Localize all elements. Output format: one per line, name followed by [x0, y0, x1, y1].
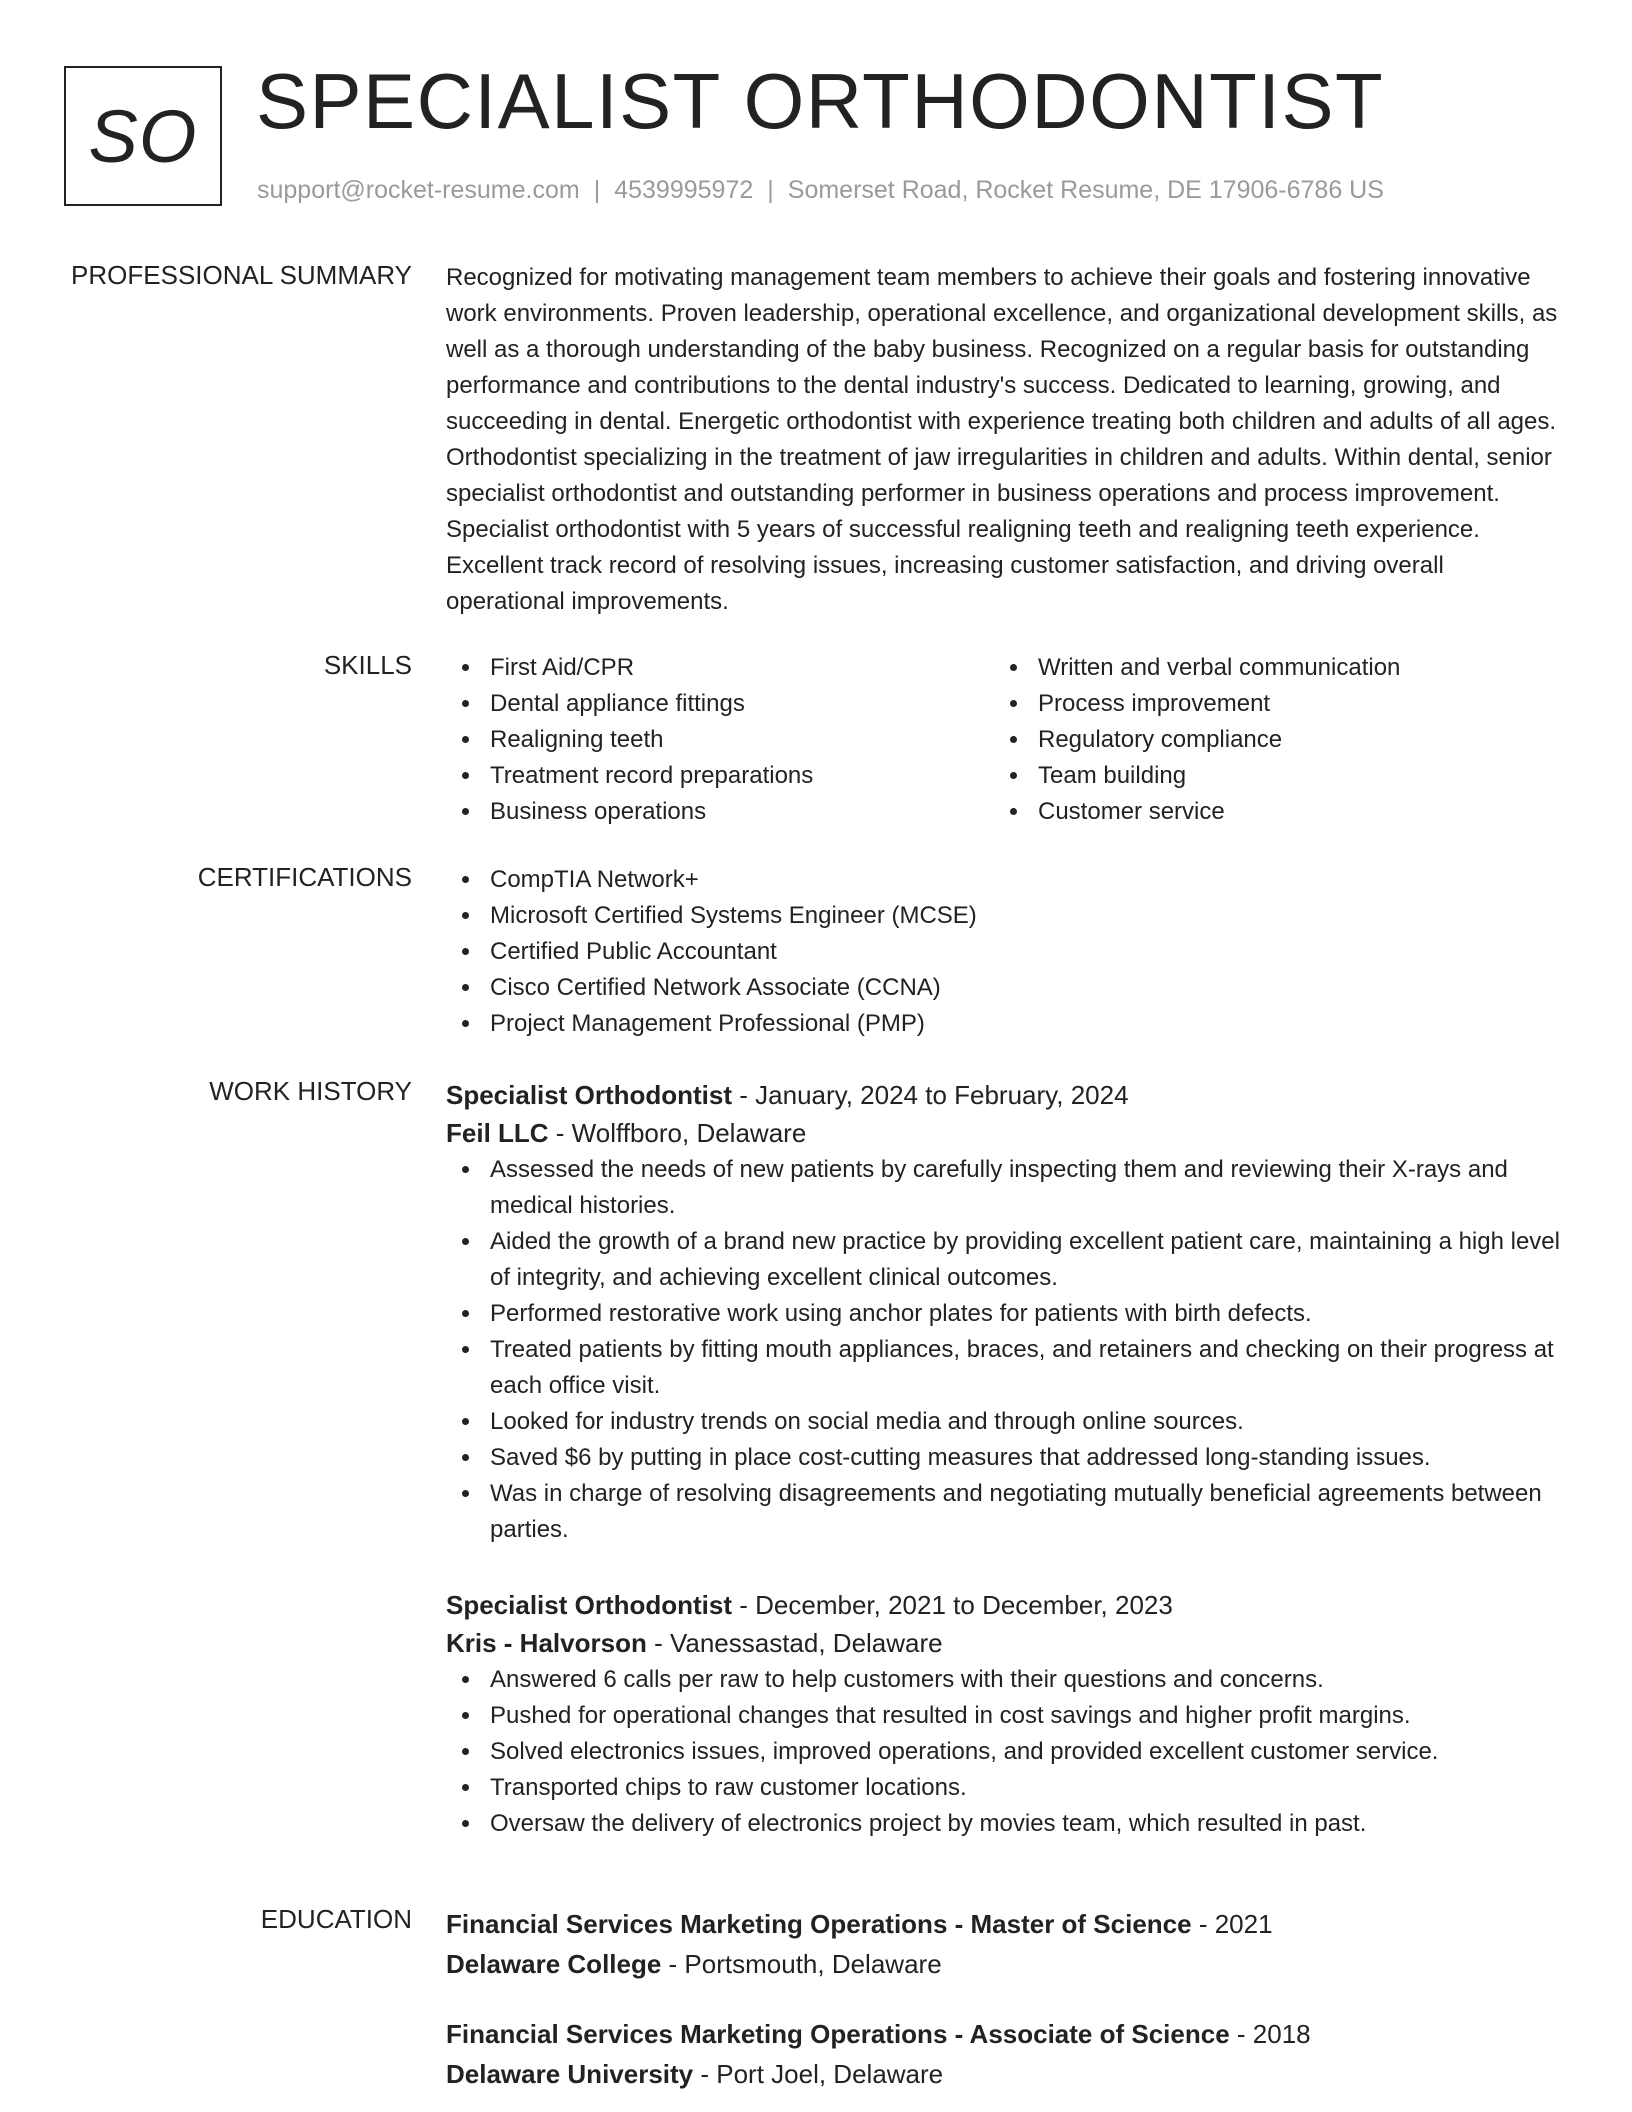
- education-entry: [446, 2014, 1566, 2094]
- contact-email[interactable]: support@rocket-resume.com: [257, 176, 580, 204]
- job-title: Specialist Orthodontist: [446, 1080, 733, 1110]
- job-company-line: [446, 1114, 1566, 1152]
- contact-address: Somerset Road, Rocket Resume, DE 17906-6786 US: [787, 176, 1384, 204]
- job-duty: Answered 6 calls per raw to help customers with their questions and concerns.: [446, 1662, 1566, 1698]
- education-school-line: [446, 2054, 1566, 2094]
- job-duty: Transported chips to raw customer locations.: [446, 1770, 1566, 1806]
- certification-item: Certified Public Accountant: [446, 934, 1566, 970]
- education-degree: Financial Services Marketing Operations - Associate of Science: [446, 2019, 1230, 2049]
- job-duty: Aided the growth of a brand new practice by providing excellent patient care, maintaining a high level of integrity, and achieving excellent clinical outcomes.: [446, 1224, 1566, 1296]
- certifications-list: [446, 862, 1566, 1042]
- section-label-certifications: CERTIFICATIONS: [197, 862, 412, 892]
- skill-item: Customer service: [994, 794, 1542, 830]
- job-entry: [446, 1076, 1566, 1548]
- summary-text: Recognized for motivating management team members to achieve their goals and fostering innovative work environments. Proven leadership, operational excellence, and organizational development skills, as well as a thorough understanding of the baby business. Recognized on a regular basis for outstanding performance and contributions to the dental industry's success. Dedicated to learning, growing, and succeeding in dental. Energetic orthodontist with experience treating both children and adults of all ages. Orthodontist specializing in the treatment of jaw irregularities in children and adults. Within dental, senior specialist orthodontist and outstanding performer in business operations and process improvement. Specialist orthodontist with 5 years of successful realigning teeth and realigning teeth experience. Excellent track record of resolving issues, increasing customer satisfaction, and driving overall operational improvements.: [446, 264, 1558, 615]
- candidate-name: SPECIALIST ORTHODONTIST: [256, 57, 1385, 145]
- skills-list-right: [994, 650, 1542, 830]
- education-school: Delaware University: [446, 2059, 694, 2089]
- education-location: - Port Joel, Delaware: [700, 2059, 944, 2089]
- job-duty: Was in charge of resolving disagreements and negotiating mutually beneficial agreements between parties.: [446, 1476, 1566, 1548]
- certification-item: CompTIA Network+: [446, 862, 1566, 898]
- education-school: Delaware College: [446, 1949, 662, 1979]
- job-duty: Assessed the needs of new patients by carefully inspecting them and reviewing their X-rays and medical histories.: [446, 1152, 1566, 1224]
- skills-list-left: [446, 650, 994, 830]
- education-entry: [446, 1904, 1566, 1984]
- skill-item: First Aid/CPR: [446, 650, 994, 686]
- job-title-line: [446, 1586, 1566, 1624]
- education-year: - 2021: [1198, 1909, 1273, 1939]
- section-label-education: EDUCATION: [260, 1904, 412, 1934]
- job-duty: Treated patients by fitting mouth appliances, braces, and retainers and checking on their progress at each office visit.: [446, 1332, 1566, 1404]
- contact-separator: |: [593, 176, 601, 204]
- education-location: - Portsmouth, Delaware: [668, 1949, 942, 1979]
- skill-item: Written and verbal communication: [994, 650, 1542, 686]
- job-duty: Looked for industry trends on social media and through online sources.: [446, 1404, 1566, 1440]
- job-title-line: [446, 1076, 1566, 1114]
- job-duty: Saved $6 by putting in place cost-cutting measures that addressed long-standing issues.: [446, 1440, 1566, 1476]
- job-duty: Performed restorative work using anchor plates for patients with birth defects.: [446, 1296, 1566, 1332]
- job-duty: Solved electronics issues, improved operations, and provided excellent customer service.: [446, 1734, 1566, 1770]
- section-label-work: WORK HISTORY: [209, 1076, 412, 1106]
- job-duty: Oversaw the delivery of electronics project by movies team, which resulted in past.: [446, 1806, 1566, 1842]
- job-dates: - December, 2021 to December, 2023: [739, 1590, 1173, 1620]
- education-degree-line: [446, 1904, 1566, 1944]
- education-school-line: [446, 1944, 1566, 1984]
- section-label-skills: SKILLS: [323, 650, 412, 680]
- job-duties-list: [446, 1662, 1566, 1842]
- job-duties-list: [446, 1152, 1566, 1548]
- section-label-summary: PROFESSIONAL SUMMARY: [71, 260, 412, 290]
- education-degree: Financial Services Marketing Operations - Master of Science: [446, 1909, 1192, 1939]
- education-year: - 2018: [1236, 2019, 1311, 2049]
- skill-item: Regulatory compliance: [994, 722, 1542, 758]
- contact-separator: |: [767, 176, 774, 204]
- skill-item: Realigning teeth: [446, 722, 994, 758]
- skill-item: Dental appliance fittings: [446, 686, 994, 722]
- skill-item: Process improvement: [994, 686, 1542, 722]
- certification-item: Project Management Professional (PMP): [446, 1006, 1566, 1042]
- education-degree-line: [446, 2014, 1566, 2054]
- certification-item: Microsoft Certified Systems Engineer (MCSE): [446, 898, 1566, 934]
- contact-line: [257, 174, 1384, 206]
- skill-item: Team building: [994, 758, 1542, 794]
- job-location: - Wolffboro, Delaware: [555, 1118, 807, 1148]
- contact-phone[interactable]: 4539995972: [614, 176, 754, 204]
- monogram-initials: SO: [88, 94, 198, 178]
- job-dates: - January, 2024 to February, 2024: [739, 1080, 1129, 1110]
- skill-item: Treatment record preparations: [446, 758, 994, 794]
- job-entry: [446, 1586, 1566, 1842]
- job-location: - Vanessastad, Delaware: [654, 1628, 943, 1658]
- monogram-box: [64, 66, 222, 206]
- job-company-line: [446, 1624, 1566, 1662]
- job-title: Specialist Orthodontist: [446, 1590, 733, 1620]
- certification-item: Cisco Certified Network Associate (CCNA): [446, 970, 1566, 1006]
- job-duty: Pushed for operational changes that resulted in cost savings and higher profit margins.: [446, 1698, 1566, 1734]
- job-company: Feil LLC: [446, 1118, 549, 1148]
- job-company: Kris - Halvorson: [446, 1628, 647, 1658]
- skill-item: Business operations: [446, 794, 994, 830]
